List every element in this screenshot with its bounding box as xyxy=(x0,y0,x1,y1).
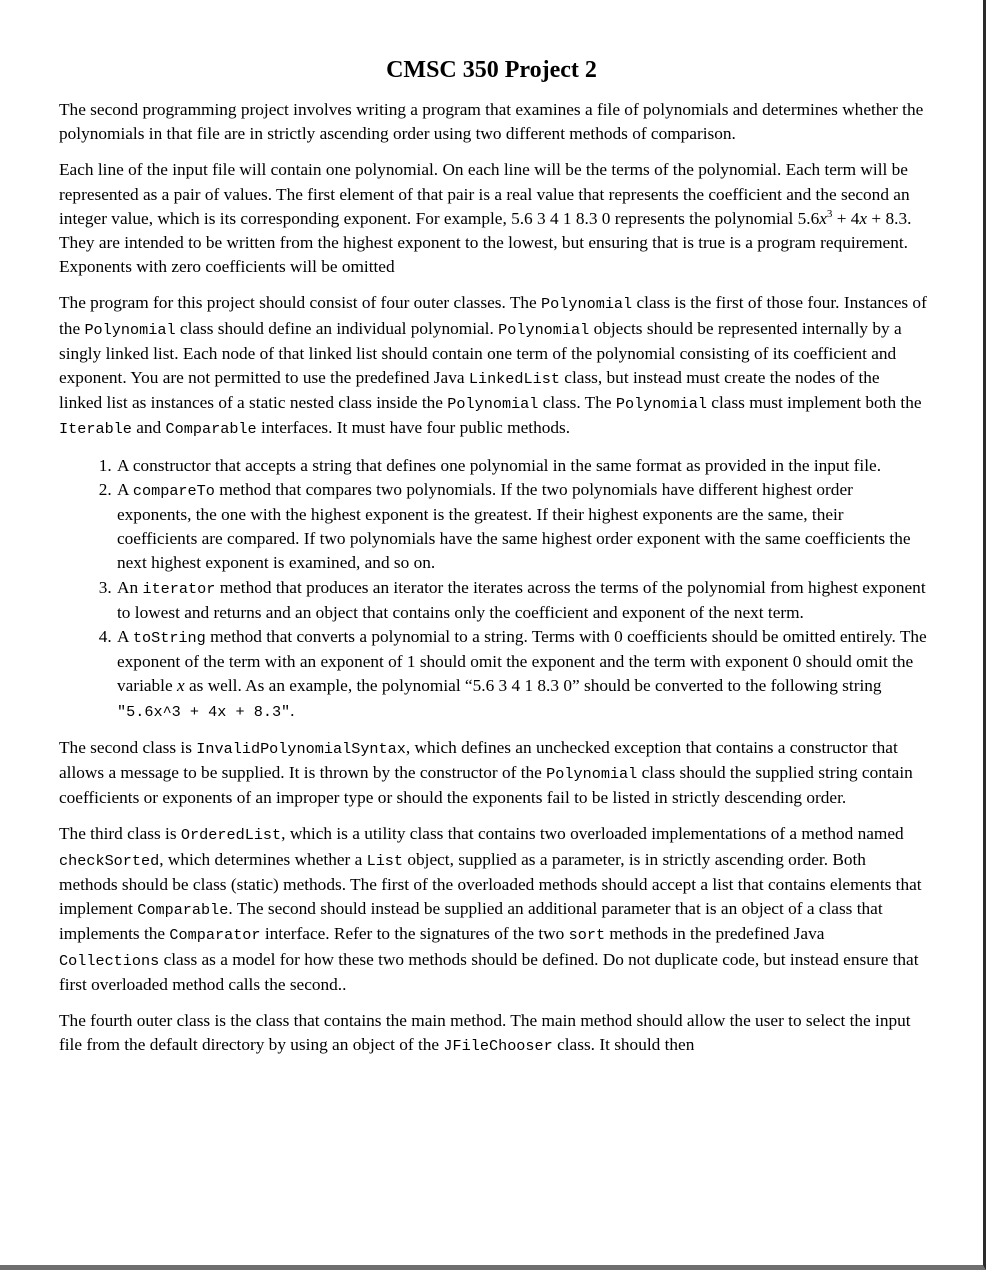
text-run: class should the supplied string contain coefficients or exponents of an improper type or should the exponents fail to be listed in strictly descending order. xyxy=(59,763,913,808)
code-compareto: compareTo xyxy=(132,481,215,500)
code-comparable: Comparable xyxy=(165,420,257,439)
code-sort: sort xyxy=(568,926,606,945)
input-format-text-2: + 4 xyxy=(832,208,860,228)
text-run: and xyxy=(131,418,166,438)
text-run: . xyxy=(290,700,295,720)
code-checksorted: checkSorted xyxy=(59,851,160,870)
text-run: A xyxy=(117,479,133,499)
text-run: method that produces an iterator the iterates across the terms of the polynomial from highest exponent to lowest and returns and an object that contains only the coefficient and exponent of the next term. xyxy=(117,577,926,622)
text-run: as well. As an example, the polynomial “5.6 3 4 1 8.3 0” should be converted to the following string xyxy=(184,676,882,696)
code-collections: Collections xyxy=(59,951,160,970)
text-run: class as a model for how these two methods should be defined. Do not duplicate code, but instead ensure that first overloaded method calls the second.. xyxy=(59,949,919,994)
document-title: CMSC 350 Project 2 xyxy=(386,57,597,83)
text-run: method that compares two polynomials. If the two polynomials have different highest order exponents, the one with the highest exponent is the greatest. If their highest exponents are the same, their coefficients are compared. If two polynomials have the same highest order exponent with the same coefficients the next highest exponent is examined, and so on. xyxy=(117,479,911,573)
code-polynomial: Polynomial xyxy=(541,295,633,314)
text-run: objects should be represented internally by a singly linked list. Each node of that linked list should contain one term of the polynomial consisting of its coefficient and exponent. You are not permitted to use the predefined Java xyxy=(59,318,902,388)
code-orderedlist: OrderedList xyxy=(180,826,282,845)
code-iterator: iterator xyxy=(142,579,216,598)
text-run: The third class is xyxy=(59,824,181,844)
text-run: The fourth outer class is the class that contains the main method. The main method should allow the user to select the input file from the default directory by using an object of the xyxy=(59,1010,911,1055)
code-polynomial: Polynomial xyxy=(498,320,590,339)
code-polynomial: Polynomial xyxy=(615,395,707,414)
document-body xyxy=(59,98,927,1070)
list-item-constructor xyxy=(116,454,927,478)
list-item-tostring xyxy=(116,625,927,724)
code-tostring: toString xyxy=(132,629,206,648)
text-run: object, supplied as a parameter, is in strictly ascending order. Both methods should be class (static) methods. The first of the overloaded methods should accept a list that contains elements that implement xyxy=(59,849,922,919)
text-run: An xyxy=(117,577,143,597)
list-item-compareto xyxy=(116,478,927,576)
text-run: class must implement both the xyxy=(706,393,922,413)
text-run: A xyxy=(117,627,133,647)
code-invalidpolynomialsyntax: InvalidPolynomialSyntax xyxy=(196,739,406,758)
text-run: , which is a utility class that contains two overloaded implementations of a method named xyxy=(281,824,904,844)
text-run: method that converts a polynomial to a string. Terms with 0 coefficients should be omitted entirely. The exponent of the term with an exponent of 1 should omit the exponent and the term with exponent 0 should omit the variable xyxy=(117,627,927,696)
text-run: interface. Refer to the signatures of the two xyxy=(260,924,569,944)
code-polynomial: Polynomial xyxy=(84,320,176,339)
code-iterable: Iterable xyxy=(59,420,132,439)
list-item-iterator xyxy=(116,576,927,625)
text-run: class, but instead must create the nodes of the linked list as instances of a static nested class inside the xyxy=(59,368,880,413)
text-run: interfaces. It must have four public methods. xyxy=(256,418,571,438)
fourth-class-paragraph xyxy=(59,1009,927,1058)
input-format-text-1: Each line of the input file will contain one polynomial. On each line will be the terms of the polynomial. Each term will be represented as a pair of values. The first element of that pair is a real value that represents the coefficient and the second an integer value, which is its corresponding exponent. For example, 5.6 3 4 1 8.3 0 represents the polynomial 5.6 xyxy=(59,160,910,228)
text-run: . The second should instead be supplied an additional parameter that is an object of a class that implements the xyxy=(59,899,883,944)
code-comparator: Comparator xyxy=(169,926,261,945)
text-run: The program for this project should consist of four outer classes. The xyxy=(59,293,542,313)
third-class-paragraph xyxy=(59,822,927,996)
text-run: , which determines whether a xyxy=(159,849,367,869)
variable-x: x xyxy=(176,676,185,696)
intro-paragraph: The second programming project involves writing a program that examines a file of polynomials and determines whether the polynomials in that file are in strictly ascending order using two different methods of comparison. xyxy=(59,100,924,144)
classes-intro-paragraph xyxy=(59,291,927,441)
code-jfilechooser: JFileChooser xyxy=(443,1037,553,1056)
variable-x: x xyxy=(859,208,868,228)
text-run: class. It should then xyxy=(552,1035,695,1055)
text-run: , which defines an unchecked exception that contains a constructor that allows a message to be supplied. It is thrown by the constructor of the xyxy=(59,737,898,783)
text-run: methods in the predefined Java xyxy=(605,924,825,944)
methods-list xyxy=(59,454,927,724)
input-format-paragraph xyxy=(59,158,927,279)
second-class-paragraph xyxy=(59,736,927,811)
code-linkedlist: LinkedList xyxy=(468,370,560,389)
code-comparable: Comparable xyxy=(137,901,229,920)
code-polynomial: Polynomial xyxy=(447,395,539,414)
code-polynomial: Polynomial xyxy=(546,765,638,784)
exponent-superscript: 3 xyxy=(826,208,833,221)
variable-x: x xyxy=(819,208,827,228)
list-item-text: A constructor that accepts a string that defines one polynomial in the same format as provided in the input file. xyxy=(117,455,882,475)
text-run: class should define an individual polynomial. xyxy=(175,318,499,338)
text-run: class is the first of those four. Instances of the xyxy=(59,293,927,338)
code-example-string: "5.6x^3 + 4x + 8.3" xyxy=(117,702,291,721)
code-list: List xyxy=(366,851,404,870)
text-run: The second class is xyxy=(59,737,197,757)
text-run: class. The xyxy=(538,393,616,413)
input-format-text-3: + 8.3. They are intended to be written from the highest exponent to the lowest, but ensuring that is true is a program requirement. Exponents with zero coefficients will be omitted xyxy=(59,208,912,277)
